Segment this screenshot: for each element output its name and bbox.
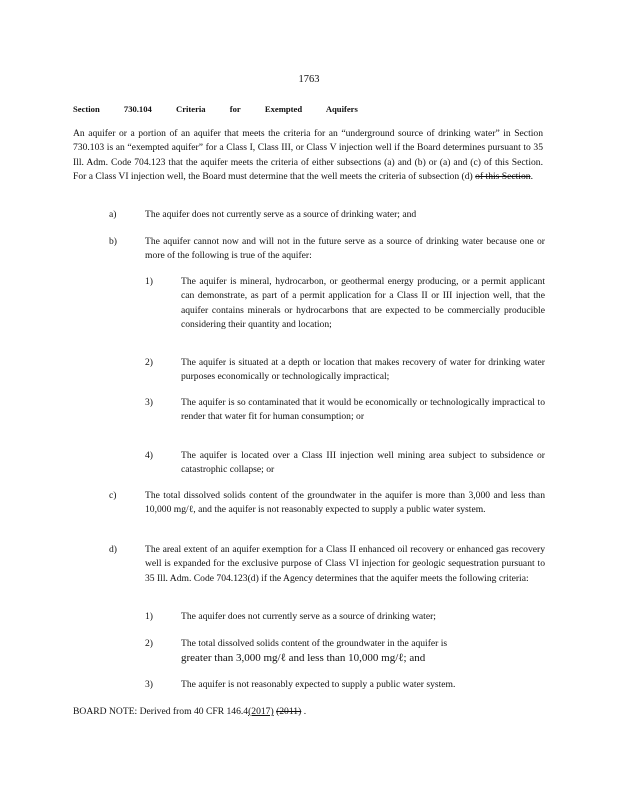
item-b3-text: The aquifer is so contaminated that it would be economically or technologically impractical to render that water fit for human consumption; or	[181, 397, 545, 423]
intro-end: .	[530, 171, 533, 183]
board-note	[73, 705, 543, 719]
item-d-label: d)	[109, 544, 117, 555]
item-b-text: The aquifer cannot now and will not in the future serve as a source of drinking water because one or more of the following is true of the aquifer:	[145, 236, 545, 262]
item-c-text: The total dissolved solids content of the groundwater in the aquifer is more than 3,000 and less than 10,000 mg/ℓ, and the aquifer is not reasonably expected to supply a public water system.	[145, 490, 545, 516]
section-title-3: Exempted	[264, 104, 303, 114]
section-title-1: Criteria	[175, 104, 206, 114]
item-d2-line-1: The total dissolved solids content of the groundwater in the aquifer is	[181, 638, 448, 649]
item-b1-text: The aquifer is mineral, hydrocarbon, or geothermal energy producing, or a permit applicant can demonstrate, as part of a permit application for a Class II or III injection well, that the aquifer contains minerals or hydrocarbons that are expected to be commercially producible considering their quantity and location;	[181, 276, 545, 331]
item-b2-label: 2)	[145, 357, 153, 368]
item-d2-label: 2)	[145, 638, 153, 649]
item-d-text: The areal extent of an aquifer exemption for a Class II enhanced oil recovery or enhanced gas recovery well is expanded for the exclusive purpose of Class VI injection for geologic sequestration pursuant to 35 Ill. Adm. Code 704.123(d) if the Agency determines that the aquifer meets the following criteria:	[145, 544, 545, 584]
item-b4-label: 4)	[145, 450, 153, 461]
board-note-end: .	[303, 706, 307, 717]
intro-paragraph	[73, 127, 543, 185]
item-b1-label: 1)	[145, 276, 153, 287]
item-b-label: b)	[109, 236, 117, 247]
item-d1-label: 1)	[145, 611, 153, 622]
intro-struck-text: of this Section	[475, 171, 531, 183]
item-d3-label: 3)	[145, 679, 153, 690]
item-a-text: The aquifer does not currently serve as a source of drinking water; and	[145, 209, 417, 220]
board-note-underlined: (2017)	[248, 706, 274, 717]
section-number: 730.104	[123, 104, 152, 114]
item-b3-label: 3)	[145, 397, 153, 408]
intro-text: An aquifer or a portion of an aquifer that meets the criteria for an “underground source of drinking water” in Section 730.103 is an “exempted aquifer” for a Class I, Class III, or Class V injection well if the Board determines pursuant to 35 Ill. Adm. Code 704.123 that the aquifer meets the criteria of either subsections (a) and (b) or (a) and (c) of this Section. For a Class VI injection well, the Board must determine that the well meets the criteria of subsection (d)	[73, 128, 543, 183]
section-word: Section	[73, 104, 100, 114]
item-c-label: c)	[109, 490, 117, 501]
section-title-2: for	[229, 104, 241, 114]
item-a-label: a)	[109, 209, 117, 220]
item-d1-text: The aquifer does not currently serve as a source of drinking water;	[181, 611, 436, 622]
board-note-prefix: BOARD NOTE: Derived from 40 CFR 146.4	[73, 706, 249, 717]
item-b4-text: The aquifer is located over a Class III injection well mining area subject to subsidence or catastrophic collapse; or	[181, 450, 545, 476]
item-d2-line-2: greater than 3,000 mg/ℓ and less than 10,000 mg/ℓ; and	[181, 652, 426, 665]
item-d3-text: The aquifer is not reasonably expected to supply a public water system.	[181, 679, 456, 690]
section-heading	[73, 102, 380, 116]
item-b2-text: The aquifer is situated at a depth or location that makes recovery of water for drinking water purposes economically or technologically impractical;	[181, 357, 545, 383]
board-note-struck: (2011)	[276, 706, 302, 717]
page-number: 1763	[298, 74, 320, 85]
section-title-4: Aquifers	[325, 104, 358, 114]
item-d2-text	[181, 637, 545, 666]
